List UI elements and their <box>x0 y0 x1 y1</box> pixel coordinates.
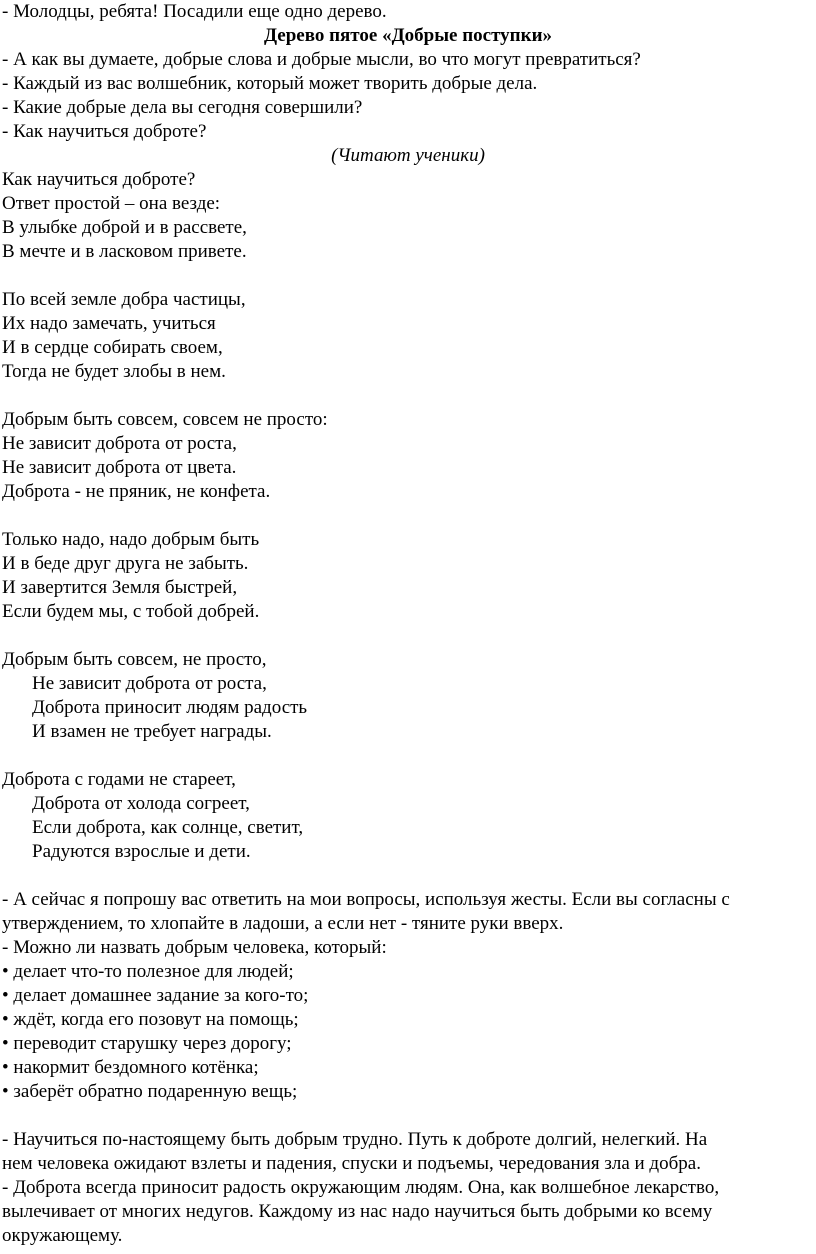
gesture-task-block <box>2 888 814 1104</box>
list-item: • делает домашнее задание за кого-то; <box>2 985 309 1006</box>
poem-line: Добрым быть совсем, совсем не просто: <box>2 409 328 430</box>
conclusion-block <box>2 1128 814 1248</box>
spacer <box>2 384 814 408</box>
question-line: - Каждый из вас волшебник, который может творить добрые дела. <box>2 73 538 94</box>
poem-line: В улыбке доброй и в рассвете, <box>2 217 247 238</box>
instruction-line: - А сейчас я попрошу вас ответить на мои вопросы, используя жесты. Если вы согласны с <box>2 889 730 910</box>
list-item: • ждёт, когда его позовут на помощь; <box>2 1009 299 1030</box>
poem-line: Их надо замечать, учиться <box>2 313 216 334</box>
list-item: • делает что-то полезное для людей; <box>2 961 294 982</box>
poem-line: Как научиться доброте? <box>2 169 196 190</box>
poem-line: И в сердце собирать своем, <box>2 337 223 358</box>
gesture-question: - Можно ли назвать добрым человека, который: <box>2 937 387 958</box>
list-item: • переводит старушку через дорогу; <box>2 1033 292 1054</box>
list-item: • накормит бездомного котёнка; <box>2 1057 259 1078</box>
conclusion-line: нем человека ожидают взлеты и падения, спуски и подъемы, чередования зла и добра. <box>2 1153 701 1174</box>
poem-line: И завертится Земля быстрей, <box>2 577 238 598</box>
spacer <box>2 504 814 528</box>
poem-stanza-3 <box>2 408 814 504</box>
poem-line: Не зависит доброта от цвета. <box>2 457 237 478</box>
poem-line: По всей земле добра частицы, <box>2 289 246 310</box>
conclusion-line: окружающему. <box>2 1225 123 1246</box>
poem-line: Доброта - не пряник, не конфета. <box>2 481 271 502</box>
poem-line: В мечте и в ласковом привете. <box>2 241 247 262</box>
document-page <box>2 0 814 1248</box>
conclusion-line: - Доброта всегда приносит радость окружающим людям. Она, как волшебное лекарство, <box>2 1177 720 1198</box>
stage-direction: (Читают ученики) <box>331 145 485 166</box>
conclusion-line: вылечивает от многих недугов. Каждому из нас надо научиться быть добрыми ко всему <box>2 1201 713 1222</box>
spacer <box>2 744 814 768</box>
poem-line: Доброта приносит людям радость <box>32 697 308 718</box>
poem-line: Не зависит доброта от роста, <box>32 673 267 694</box>
list-item: • заберёт обратно подаренную вещь; <box>2 1081 298 1102</box>
poem-stanza-5 <box>2 648 814 744</box>
poem-line: Добрым быть совсем, не просто, <box>2 649 267 670</box>
poem-line: Ответ простой – она везде: <box>2 193 221 214</box>
poem-line: Доброта с годами не стареет, <box>2 769 236 790</box>
intro-line: - Молодцы, ребята! Посадили еще одно дерево. <box>2 1 387 22</box>
poem-stanza-6 <box>2 768 814 864</box>
poem-stanza-1 <box>2 168 814 264</box>
poem-stanza-2 <box>2 288 814 384</box>
poem-line: Доброта от холода согреет, <box>32 793 250 814</box>
spacer <box>2 1104 814 1128</box>
poem-stanza-4 <box>2 528 814 624</box>
instruction-line: утверждением, то хлопайте в ладоши, а если нет - тяните руки вверх. <box>2 913 564 934</box>
poem-line: Тогда не будет злобы в нем. <box>2 361 226 382</box>
poem-line: Только надо, надо добрым быть <box>2 529 260 550</box>
poem-line: Не зависит доброта от роста, <box>2 433 237 454</box>
poem-line: И в беде друг друга не забыть. <box>2 553 249 574</box>
poem-line: Радуются взрослые и дети. <box>32 841 251 862</box>
spacer <box>2 624 814 648</box>
section-title: Дерево пятое «Добрые поступки» <box>263 25 553 46</box>
questions-block <box>2 48 814 144</box>
question-line: - А как вы думаете, добрые слова и добрые мысли, во что могут превратиться? <box>2 49 641 70</box>
question-line: - Как научиться доброте? <box>2 121 207 142</box>
spacer <box>2 864 814 888</box>
question-line: - Какие добрые дела вы сегодня совершили? <box>2 97 363 118</box>
poem-line: И взамен не требует награды. <box>32 721 272 742</box>
spacer <box>2 264 814 288</box>
poem-line: Если будем мы, с тобой добрей. <box>2 601 260 622</box>
conclusion-line: - Научиться по-настоящему быть добрым трудно. Путь к доброте долгий, нелегкий. На <box>2 1129 708 1150</box>
poem-line: Если доброта, как солнце, светит, <box>32 817 304 838</box>
